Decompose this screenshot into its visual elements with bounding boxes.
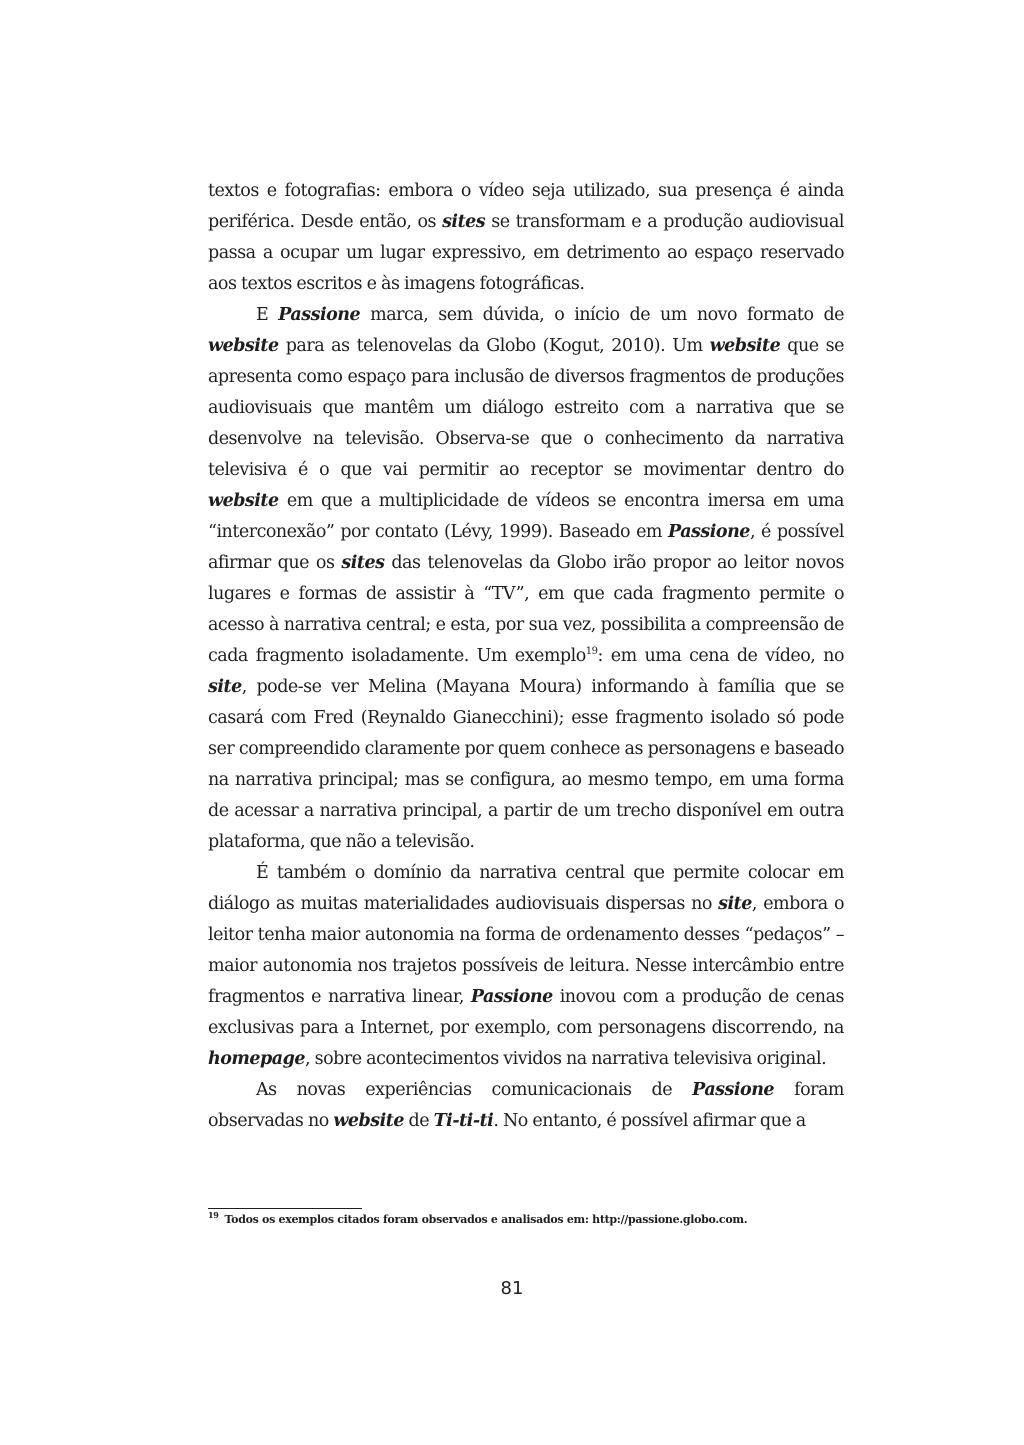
text-run: inovou com a produção de cenas exclusivas para a Internet, por exemplo, com personagens discorrendo, na bbox=[208, 987, 844, 1038]
footnote-text: Todos os exemplos citados foram observados e analisados em: http://passione.globo.com. bbox=[224, 1213, 748, 1226]
text-run: . No entanto, é possível afirmar que a bbox=[493, 1111, 806, 1131]
body-text bbox=[208, 176, 844, 1137]
footnote-reference: 19 bbox=[585, 646, 598, 658]
paragraph bbox=[208, 858, 844, 1075]
text-run: foram observadas no bbox=[208, 1080, 844, 1131]
italic-term: homepage bbox=[208, 1049, 305, 1069]
italic-term: website bbox=[208, 336, 279, 356]
text-run: marca, sem dúvida, o início de um novo formato de bbox=[360, 305, 845, 325]
italic-term: Passione bbox=[470, 987, 553, 1007]
paragraph bbox=[208, 1075, 844, 1137]
text-run: de bbox=[403, 1111, 434, 1131]
italic-term: Passione bbox=[278, 305, 361, 325]
paragraph bbox=[208, 300, 844, 858]
text-run: se transformam e a produção audiovisual passa a ocupar um lugar expressivo, em detrimento ao espaço reservado aos textos escritos e às imagens fotográficas. bbox=[208, 212, 844, 294]
text-run: As novas experiências comunicacionais de bbox=[256, 1080, 693, 1100]
italic-term: site bbox=[718, 894, 752, 914]
footnote bbox=[208, 1212, 844, 1228]
italic-term: website bbox=[709, 336, 781, 356]
italic-term: website bbox=[208, 491, 279, 511]
italic-term: website bbox=[333, 1111, 404, 1131]
text-run: , é possível afirmar que os bbox=[208, 522, 844, 573]
text-run: , sobre acontecimentos vividos na narrativa televisiva original. bbox=[305, 1049, 827, 1069]
text-run: para as telenovelas da Globo (Kogut, 2010). Um bbox=[278, 336, 710, 356]
text-run: em que a multiplicidade de vídeos se encontra imersa em uma “interconexão” por contato (Lévy, 1999). Baseado em bbox=[208, 491, 844, 542]
italic-term: Ti-ti-ti bbox=[433, 1111, 494, 1131]
italic-term: site bbox=[208, 677, 242, 697]
paragraph bbox=[208, 176, 844, 300]
italic-term: Passione bbox=[692, 1080, 775, 1100]
page-number: 81 bbox=[500, 1278, 524, 1299]
text-run: , embora o leitor tenha maior autonomia na forma de ordenamento desses “pedaços” – maior autonomia nos trajetos possíveis de leitura. Nesse intercâmbio entre fragmentos e narrativa linear, bbox=[208, 894, 844, 1007]
italic-term: sites bbox=[341, 553, 385, 573]
text-run: das telenovelas da Globo irão propor ao leitor novos lugares e formas de assistir à “TV”, em que cada fragmento permite o acesso à narrativa central; e esta, por sua vez, possibilita a compreensão de cada fragmento isoladamente. Um exemplo bbox=[208, 553, 844, 666]
text-run: , pode-se ver Melina (Mayana Moura) informando à família que se casará com Fred (Reynaldo Gianecchini); esse fragmento isolado só pode ser compreendido claramente por quem conhece as personagens e baseado na narrativa principal; mas se configura, ao mesmo tempo, em uma forma de acessar a narrativa principal, a partir de um trecho disponível em outra plataforma, que não a televisão. bbox=[208, 677, 844, 852]
text-run: E bbox=[256, 305, 279, 325]
text-run: : em uma cena de vídeo, no bbox=[597, 646, 844, 666]
footnote-marker: 19 bbox=[208, 1210, 219, 1221]
text-run: É também o domínio da narrativa central que permite colocar em diálogo as muitas materialidades audiovisuais dispersas no bbox=[208, 863, 844, 914]
text-run: que se apresenta como espaço para inclusão de diversos fragmentos de produções audiovisuais que mantêm um diálogo estreito com a narrativa que se desenvolve na televisão. Observa-se que o conhecimento da narrativa televisiva é o que vai permitir ao receptor se movimentar dentro do bbox=[208, 336, 845, 480]
footnote-divider bbox=[208, 1208, 362, 1209]
text-run: textos e fotografias: embora o vídeo seja utilizado, sua presença é ainda periférica. Desde então, os bbox=[208, 181, 844, 232]
italic-term: Passione bbox=[668, 522, 750, 542]
italic-term: sites bbox=[442, 212, 486, 232]
